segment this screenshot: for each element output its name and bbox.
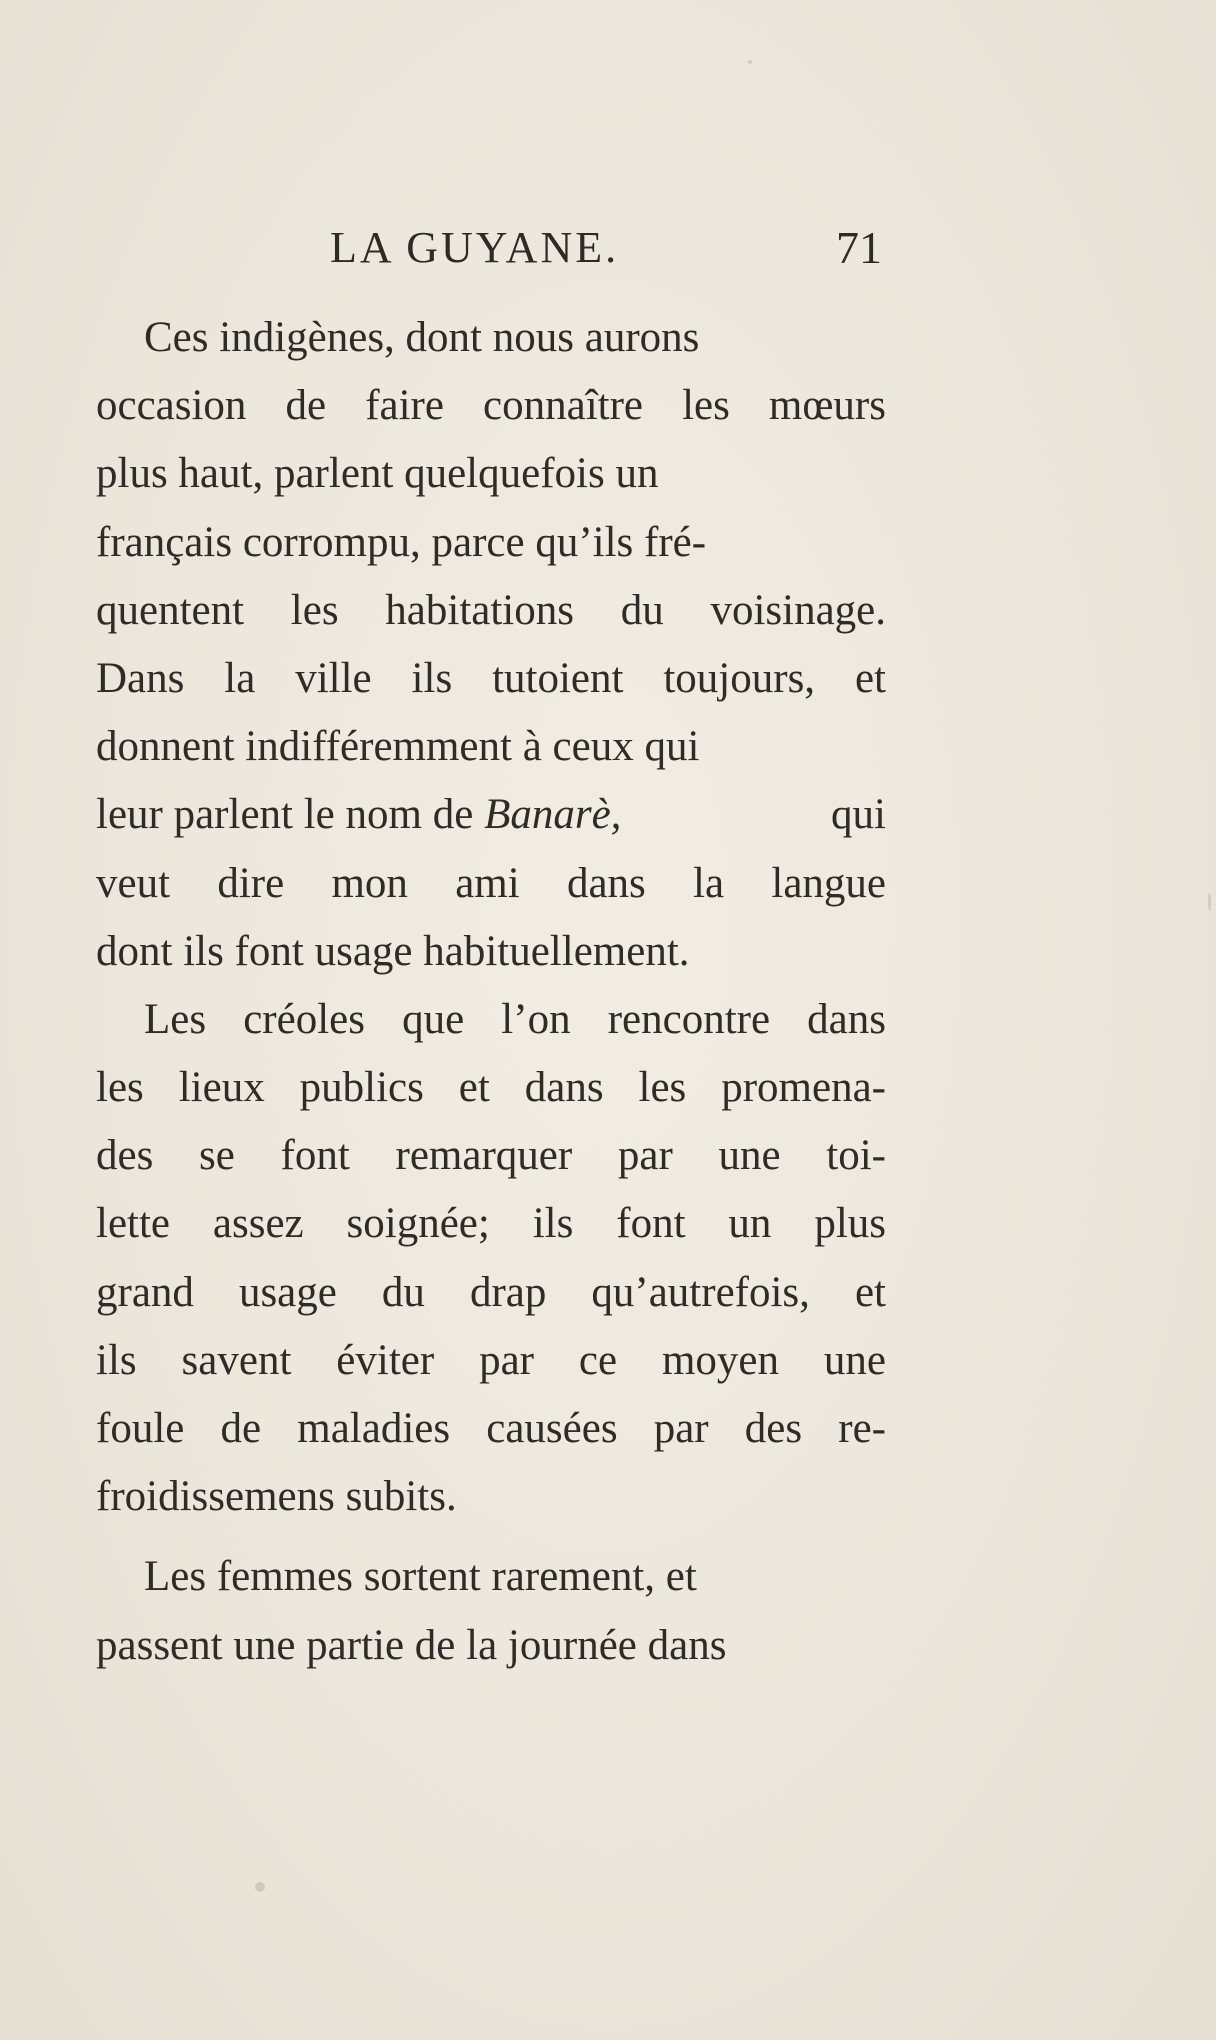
text-line: dont ils font usage habituellement. xyxy=(96,927,690,975)
text-line: français corrompu, parce qu’ils fré- xyxy=(96,518,707,566)
paragraph-spacer xyxy=(96,1531,886,1543)
text-line: froidissemens subits. xyxy=(96,1473,457,1521)
text-line: les lieux publics et dans les promena- xyxy=(96,1064,886,1112)
text-line: plus haut, parlent quelquefois un xyxy=(96,450,659,498)
running-head: LA GUYANE. xyxy=(330,223,620,272)
paragraph-3 xyxy=(96,1543,886,1679)
page-header xyxy=(330,218,882,278)
italic-word: Banarè, xyxy=(484,791,622,839)
text-line: lette assez soignée; ils font un plus xyxy=(96,1200,886,1248)
body-text xyxy=(96,304,886,1680)
text-line: foule de maladies causées par des re- xyxy=(96,1405,886,1452)
text-line: grand usage du drap qu’autrefois, et xyxy=(96,1268,886,1316)
text-line: Ces indigènes, dont nous aurons xyxy=(144,314,700,361)
text-segment xyxy=(96,781,621,849)
paragraph-2 xyxy=(96,986,886,1532)
text-line: Dans la ville ils tutoient toujours, et xyxy=(96,654,886,702)
text-line: passent une partie de la journée dans xyxy=(96,1621,727,1669)
paper-speck xyxy=(748,60,752,64)
page-number: 71 xyxy=(836,222,882,273)
text-line: veut dire mon ami dans la langue xyxy=(96,859,886,907)
text-line: donnent indifféremment à ceux qui xyxy=(96,723,700,771)
text-line: des se font remarquer par une toi- xyxy=(96,1132,886,1180)
text-line: Les créoles que l’on rencontre dans xyxy=(144,995,886,1043)
paper-speck xyxy=(1208,893,1211,911)
text-line: ils savent éviter par ce moyen une xyxy=(96,1336,886,1384)
text-line: occasion de faire connaître les mœurs xyxy=(96,382,886,430)
text-line: quentent les habitations du voisinage. xyxy=(96,586,886,634)
paper-speck xyxy=(255,1882,265,1892)
text-line: Les femmes sortent rarement, et xyxy=(144,1553,697,1601)
text-line-with-italic xyxy=(96,781,886,849)
text-before-italic: leur parlent le nom de xyxy=(96,791,474,839)
paragraph-1 xyxy=(96,304,886,986)
text-after-italic: qui xyxy=(831,791,886,839)
